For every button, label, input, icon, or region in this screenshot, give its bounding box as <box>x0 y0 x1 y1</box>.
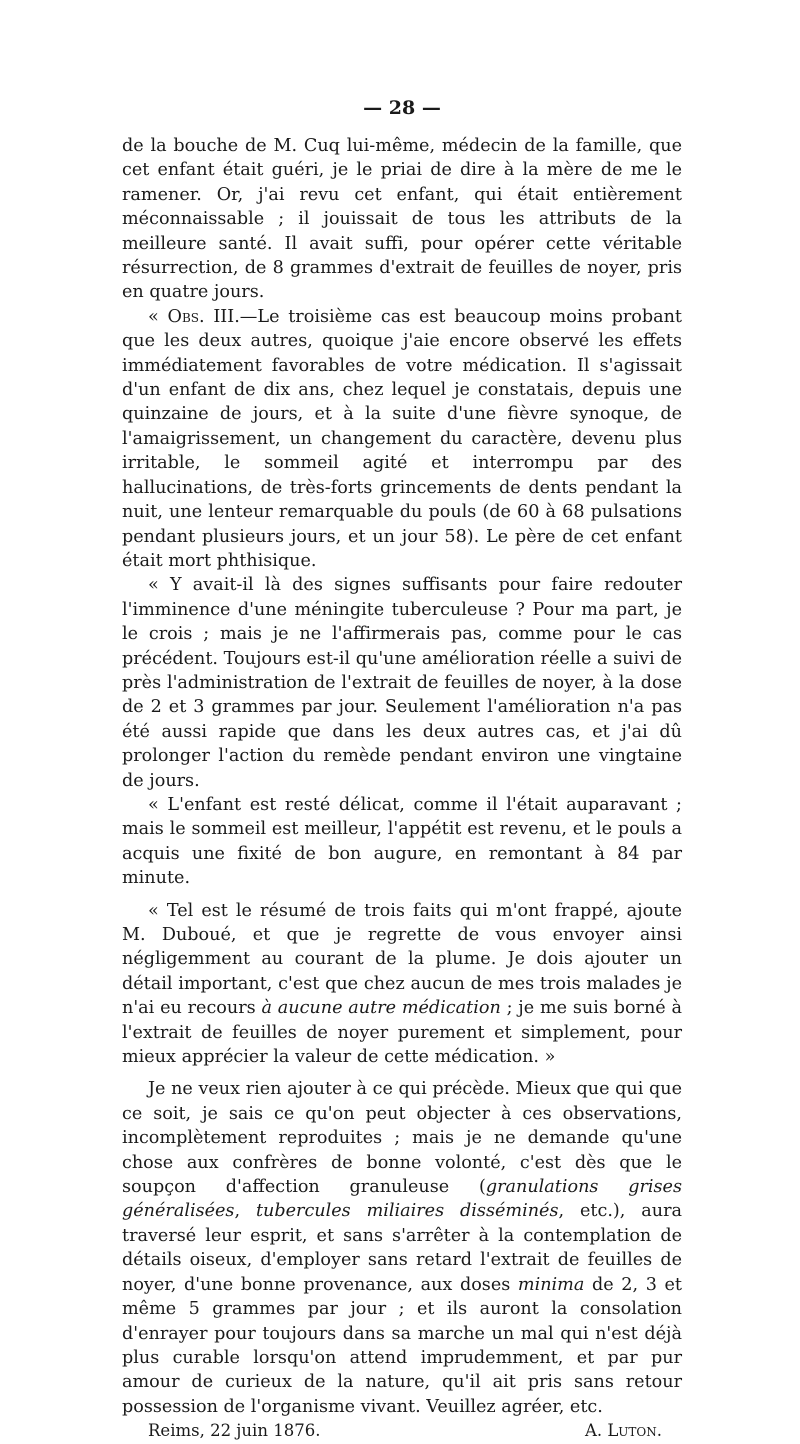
text-run: « Y avait-il là des signes suffisants pour faire redouter l'imminence d'une méningite tuberculeuse ? Pour ma part, je le crois ; mais je ne l'affirmerais pas, comme pour le cas précédent. Toujours est-il qu'une amélioration réelle a suivi de près l'administration de l'extrait de feuilles de noyer, à la dose de 2 et 3 grammes par jour. Seulement l'amélioration n'a pas été aussi rapide que dans les deux autres cas, et j'ai dû prolonger l'action du remède pendant environ une vingtaine de jours. <box>122 575 682 791</box>
smallcaps-text: Obs. <box>167 306 205 327</box>
text-run: Je ne veux rien ajouter à ce qui précède. Mieux que qui que ce soit, je sais ce qu'on peut objecter à ces observations, incomplètement reproduites ; mais je ne demande qu'une chose aux confrères de bonne volonté, c'est dès que le soupçon d'affection granuleuse ( <box>122 1079 682 1198</box>
paragraph <box>122 793 682 891</box>
text-run: ; je me suis borné à l'extrait de feuilles de noyer purement et simplement, pour mieux apprécier la valeur de cette médication. » <box>122 998 682 1068</box>
text-run: « L'enfant est resté délicat, comme il l'était auparavant ; mais le sommeil est meilleur, l'appétit est revenu, et le pouls a acquis une fixité de bon augure, en remontant à 84 par minute. <box>122 794 682 889</box>
text-run: de la bouche de M. Cuq lui-même, médecin de la famille, que cet enfant était guéri, je le priai de dire à la mère de me le ramener. Or, j'ai revu cet enfant, qui était entièrement méconnaissable ; il jouissait de tous les attributs de la meilleure santé. Il avait suffi, pour opérer cette véritable résurrection, de 8 grammes d'extrait de feuilles de noyer, pris en quatre jours. <box>122 136 682 303</box>
place-date: Reims, 22 juin 1876. <box>148 1421 321 1441</box>
text-run: III.—Le troisième cas est beaucoup moins probant que les deux autres, quoique j'aie encore observé les effets immédiatement favorables de votre médication. Il s'agissait d'un enfant de dix ans, chez lequel je constatais, depuis une quinzaine de jours, et à la suite d'une fièvre synoque, de l'amaigrissement, un changement du caractère, devenu plus irritable, le sommeil agité et interrompu par des hallucinations, de très-forts grincements de dents pendant la nuit, une lenteur remarquable du pouls (de 60 à 68 pulsations pendant plusieurs jours, et un jour 58). Le père de cet enfant était mort phthisique. <box>122 306 682 571</box>
paragraph <box>122 899 682 1070</box>
text-run: « <box>148 306 168 327</box>
italic-text: granulations grises généralisées <box>122 1177 682 1222</box>
text-run: « Tel est le résumé de trois faits qui m'ont frappé, ajoute M. Duboué, et que je regrette de vous envoyer ainsi négligemment au courant de la plume. Je dois ajouter un détail important, c'est que chez aucun de mes trois malades je n'ai eu recours <box>122 900 682 1019</box>
italic-text: minima <box>517 1274 585 1295</box>
paragraph <box>122 305 682 573</box>
paragraph <box>122 1077 682 1419</box>
signature: A. Luton. <box>584 1421 662 1441</box>
paragraph <box>122 134 682 305</box>
letter-footer <box>122 1419 682 1443</box>
text-run: de 2, 3 et même 5 grammes par jour ; et ils auront la consolation d'enrayer pour toujours dans sa marche un mal qui n'est déjà plus curable lorsqu'on attend imprudemment, et par pur amour de curieux de la nature, qu'il ait pris sans retour possession de l'organisme vivant. Veuillez agréer, etc. <box>122 1274 682 1417</box>
paragraph <box>122 573 682 793</box>
italic-text: tubercules miliaires disséminés <box>255 1201 559 1222</box>
text-run: , etc.), aura traversé leur esprit, et sans s'arrêter à la contemplation de détails oiseux, d'employer sans retard l'extrait de feuilles de noyer, d'une bonne provenance, aux doses <box>122 1201 682 1295</box>
book-page <box>122 96 682 1444</box>
text-run: , <box>234 1201 256 1222</box>
italic-text: à aucune autre médication <box>261 998 501 1019</box>
page-number: — 28 — <box>363 97 441 119</box>
